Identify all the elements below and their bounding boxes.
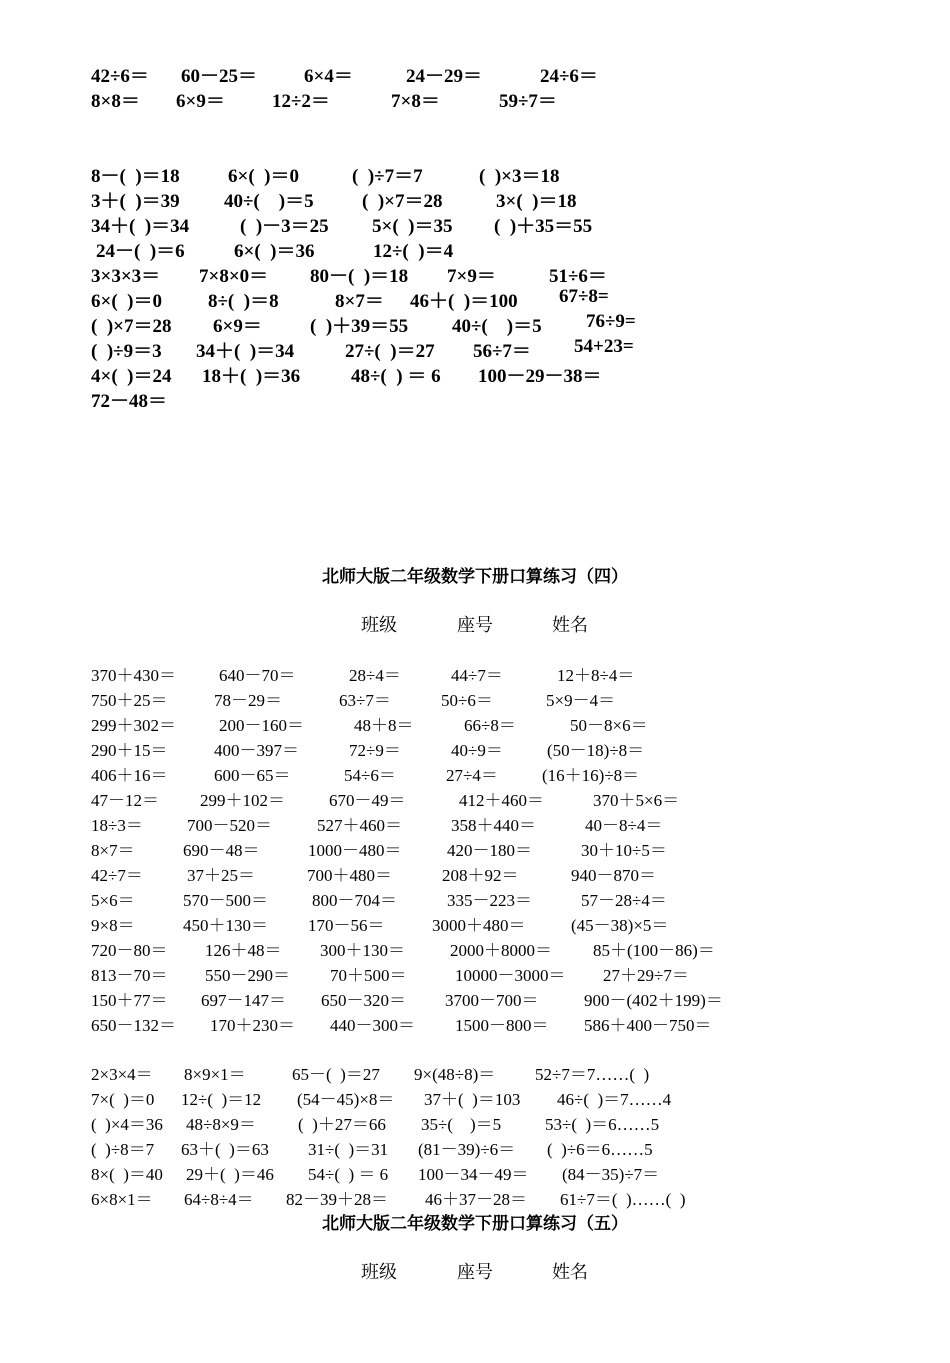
problem-row — [0, 86, 950, 111]
problem: 82－39＋28＝ — [286, 1190, 388, 1209]
problem: 7×9＝ — [447, 266, 496, 287]
problem: 30＋10÷5＝ — [581, 841, 667, 860]
problem: 4×( )＝24 — [91, 366, 172, 387]
problem-row — [0, 986, 950, 1011]
problem: ( )×4＝36 — [91, 1115, 163, 1134]
problem-row — [0, 236, 950, 261]
problem: 420－180＝ — [447, 841, 532, 860]
problem: 31÷( )＝31 — [308, 1140, 389, 1159]
problem: 12＋8÷4＝ — [557, 666, 635, 685]
problem: 150＋77＝ — [91, 991, 168, 1010]
problem-row — [0, 911, 950, 936]
problem: 370＋5×6＝ — [593, 791, 680, 810]
problem: 64÷8÷4＝ — [184, 1190, 254, 1209]
class-label: 班级 — [361, 1262, 397, 1282]
problem: (81－39)÷6＝ — [418, 1140, 516, 1159]
problem: 46÷( )＝7……4 — [557, 1090, 672, 1109]
problem-row — [0, 61, 950, 86]
problem-row — [0, 211, 950, 236]
problem: 6×( )＝0 — [91, 291, 162, 312]
problem: 170＋230＝ — [210, 1016, 295, 1035]
problem: 586＋400－750＝ — [584, 1016, 712, 1035]
problem: 750＋25＝ — [91, 691, 168, 710]
problem-row — [0, 336, 950, 361]
problem: 6×( )＝0 — [228, 166, 299, 187]
problem: 29＋( )＝46 — [186, 1165, 274, 1184]
problem: 46＋( )＝100 — [410, 291, 518, 312]
problem: 1500－800＝ — [455, 1016, 549, 1035]
problem: 85＋(100－86)＝ — [593, 941, 715, 960]
problem: 40÷( )＝5 — [224, 191, 314, 212]
problem: ( )÷6＝6……5 — [547, 1140, 653, 1159]
problem: 720－80＝ — [91, 941, 168, 960]
problem-row — [0, 961, 950, 986]
student-info-row — [0, 1258, 950, 1283]
problem: 12÷( )＝4 — [373, 241, 454, 262]
worksheet-title: 北师大版二年级数学下册口算练习（四） — [322, 567, 628, 586]
problem: 7×8＝ — [391, 91, 440, 112]
problem: 358＋440＝ — [451, 816, 536, 835]
problem-row — [0, 936, 950, 961]
problem: 8×9×1＝ — [184, 1065, 246, 1084]
problem: 18÷3＝ — [91, 816, 143, 835]
problem: 940－870＝ — [571, 866, 656, 885]
problem: 52÷7＝7……( ) — [535, 1065, 650, 1084]
problem: 34＋( )＝34 — [196, 341, 295, 362]
problem: 200－160＝ — [219, 716, 304, 735]
problem: 8×8＝ — [91, 91, 140, 112]
problem: 40÷9＝ — [451, 741, 503, 760]
problem: 46＋37－28＝ — [425, 1190, 527, 1209]
problem: 50÷6＝ — [441, 691, 493, 710]
problem: 370＋430＝ — [91, 666, 176, 685]
problem: 78－29＝ — [214, 691, 282, 710]
problem-row — [0, 786, 950, 811]
problem: 650－132＝ — [91, 1016, 176, 1035]
problem: 5×6＝ — [91, 891, 135, 910]
problem: 56÷7＝ — [473, 341, 531, 362]
worksheet-title: 北师大版二年级数学下册口算练习（五） — [322, 1214, 628, 1233]
problem: 550－290＝ — [205, 966, 290, 985]
student-info-row — [0, 611, 950, 636]
problem: 37＋( )＝103 — [424, 1090, 521, 1109]
problem: 6×9＝ — [176, 91, 225, 112]
problem: 9×(48÷8)＝ — [414, 1065, 496, 1084]
problem: 50－8×6＝ — [570, 716, 648, 735]
problem: ( )＋39＝55 — [310, 316, 409, 337]
problem: 42÷7＝ — [91, 866, 143, 885]
problem: 650－320＝ — [321, 991, 406, 1010]
problem-row — [0, 1060, 950, 1085]
problem: 697－147＝ — [201, 991, 286, 1010]
problem: ( )÷7＝7 — [352, 166, 423, 187]
problem: 8×( )＝40 — [91, 1165, 163, 1184]
problem-row — [0, 361, 950, 386]
problem-row — [0, 1011, 950, 1036]
problem: 27÷( )＝27 — [345, 341, 435, 362]
problem: (84－35)÷7＝ — [562, 1165, 660, 1184]
problem: 66÷8＝ — [464, 716, 516, 735]
problem: 48÷8×9＝ — [186, 1115, 256, 1134]
problem: ( )＋27＝66 — [298, 1115, 386, 1134]
problem: 8×7＝ — [91, 841, 135, 860]
problem: 813－70＝ — [91, 966, 168, 985]
problem: 6×8×1＝ — [91, 1190, 153, 1209]
problem: 35÷( )＝5 — [421, 1115, 502, 1134]
problem: 51÷6＝ — [549, 266, 607, 287]
problem: 37＋25＝ — [187, 866, 255, 885]
problem: 61÷7＝( )……( ) — [560, 1190, 686, 1209]
problem: 12÷2＝ — [272, 91, 330, 112]
problem: 54+23= — [574, 336, 634, 357]
problem: 8×7＝ — [335, 291, 384, 312]
name-label: 姓名 — [552, 615, 588, 635]
problem: 72－48＝ — [91, 391, 168, 412]
problem: 570－500＝ — [183, 891, 268, 910]
problem: 8－( )＝18 — [91, 166, 180, 187]
problem: 640－70＝ — [219, 666, 296, 685]
problem: 40－8÷4＝ — [585, 816, 663, 835]
problem: 700－520＝ — [187, 816, 272, 835]
problem: 3×( )＝18 — [496, 191, 577, 212]
problem: 44÷7＝ — [451, 666, 503, 685]
problem-row — [0, 811, 950, 836]
problem: 299＋102＝ — [200, 791, 285, 810]
problem: ( )×3＝18 — [479, 166, 560, 187]
problem: 54÷( ) ＝ 6 — [308, 1165, 389, 1184]
seat-number-label: 座号 — [457, 1262, 493, 1282]
problem: 335－223＝ — [447, 891, 532, 910]
problem: (54－45)×8＝ — [297, 1090, 395, 1109]
problem: 28÷4＝ — [349, 666, 401, 685]
problem: 300＋130＝ — [320, 941, 405, 960]
problem-row — [0, 861, 950, 886]
problem: (45－38)×5＝ — [571, 916, 669, 935]
problem: 670－49＝ — [329, 791, 406, 810]
problem: 40÷( )＝5 — [452, 316, 542, 337]
problem-row — [0, 311, 950, 336]
problem: 63÷7＝ — [339, 691, 391, 710]
problem-row — [0, 886, 950, 911]
problem: 3700－700＝ — [445, 991, 539, 1010]
problem: 412＋460＝ — [459, 791, 544, 810]
problem: 42÷6＝ — [91, 66, 149, 87]
problem: (16＋16)÷8＝ — [542, 766, 640, 785]
problem: 690－48＝ — [183, 841, 260, 860]
problem-row — [0, 736, 950, 761]
problem: 63＋( )＝63 — [181, 1140, 269, 1159]
problem: 24÷6＝ — [540, 66, 598, 87]
problem: 440－300＝ — [330, 1016, 415, 1035]
problem: 450＋130＝ — [183, 916, 268, 935]
problem: 208＋92＝ — [442, 866, 519, 885]
problem-row — [0, 836, 950, 861]
problem-row — [0, 386, 950, 411]
problem: 290＋15＝ — [91, 741, 168, 760]
problem: 59÷7＝ — [499, 91, 557, 112]
problem: 600－65＝ — [214, 766, 291, 785]
problem: 5×9－4＝ — [546, 691, 616, 710]
problem: 48÷( ) ＝ 6 — [351, 366, 441, 387]
problem: 27＋29÷7＝ — [603, 966, 689, 985]
problem: 5×( )＝35 — [372, 216, 453, 237]
problem-row — [0, 661, 950, 686]
problem-row — [0, 686, 950, 711]
problem: 70＋500＝ — [330, 966, 407, 985]
problem: ( )×7＝28 — [91, 316, 172, 337]
problem: 299＋302＝ — [91, 716, 176, 735]
problem: 8÷( )＝8 — [208, 291, 279, 312]
problem: ( )－3＝25 — [240, 216, 329, 237]
problem: 10000－3000＝ — [455, 966, 566, 985]
problem: 2×3×4＝ — [91, 1065, 153, 1084]
name-label: 姓名 — [552, 1262, 588, 1282]
problem: 6×( )＝36 — [234, 241, 315, 262]
problem: 400－397＝ — [214, 741, 299, 760]
problem-row — [0, 286, 950, 311]
problem: 12÷( )＝12 — [181, 1090, 262, 1109]
problem: 60－25＝ — [181, 66, 258, 87]
problem: 34＋( )＝34 — [91, 216, 190, 237]
problem-row — [0, 261, 950, 286]
problem: 2000＋8000＝ — [450, 941, 552, 960]
problem: 65－( )＝27 — [292, 1065, 380, 1084]
problem: 18＋( )＝36 — [202, 366, 301, 387]
problem: ( )÷9＝3 — [91, 341, 162, 362]
problem-row — [0, 761, 950, 786]
problem: 76÷9= — [586, 311, 636, 332]
problem-row — [0, 1110, 950, 1135]
problem: 53÷( )＝6……5 — [545, 1115, 660, 1134]
problem: 7×( )＝0 — [91, 1090, 155, 1109]
problem: (50－18)÷8＝ — [547, 741, 645, 760]
problem-row — [0, 161, 950, 186]
problem: 57－28÷4＝ — [581, 891, 667, 910]
problem: 700＋480＝ — [307, 866, 392, 885]
problem: 3000＋480＝ — [432, 916, 526, 935]
problem: 6×4＝ — [304, 66, 353, 87]
problem: 3＋( )＝39 — [91, 191, 180, 212]
problem: 170－56＝ — [308, 916, 385, 935]
problem: 100－29－38＝ — [478, 366, 602, 387]
problem: 900－(402＋199)＝ — [584, 991, 723, 1010]
problem: ( )÷8＝7 — [91, 1140, 155, 1159]
problem: 800－704＝ — [312, 891, 397, 910]
problem: 1000－480＝ — [308, 841, 402, 860]
problem: 100－34－49＝ — [418, 1165, 529, 1184]
problem: ( )＋35＝55 — [494, 216, 593, 237]
seat-number-label: 座号 — [457, 615, 493, 635]
class-label: 班级 — [361, 615, 397, 635]
problem-row — [0, 1135, 950, 1160]
problem: 9×8＝ — [91, 916, 135, 935]
problem: 27÷4＝ — [446, 766, 498, 785]
problem: 72÷9＝ — [349, 741, 401, 760]
problem: 3×3×3＝ — [91, 266, 161, 287]
problem: ( )×7＝28 — [362, 191, 443, 212]
problem: 80－( )＝18 — [310, 266, 409, 287]
problem: 126＋48＝ — [205, 941, 282, 960]
problem-row — [0, 1185, 950, 1210]
problem: 48＋8＝ — [354, 716, 414, 735]
problem: 24－29＝ — [406, 66, 483, 87]
problem: 406＋16＝ — [91, 766, 168, 785]
problem: 7×8×0＝ — [199, 266, 269, 287]
problem: 67÷8= — [559, 286, 609, 307]
problem: 24－( )＝6 — [96, 241, 185, 262]
problem-row — [0, 711, 950, 736]
problem: 47－12＝ — [91, 791, 159, 810]
problem-row — [0, 1085, 950, 1110]
problem: 527＋460＝ — [317, 816, 402, 835]
problem: 54÷6＝ — [344, 766, 396, 785]
problem-row — [0, 1160, 950, 1185]
problem: 6×9＝ — [213, 316, 262, 337]
problem-row — [0, 186, 950, 211]
